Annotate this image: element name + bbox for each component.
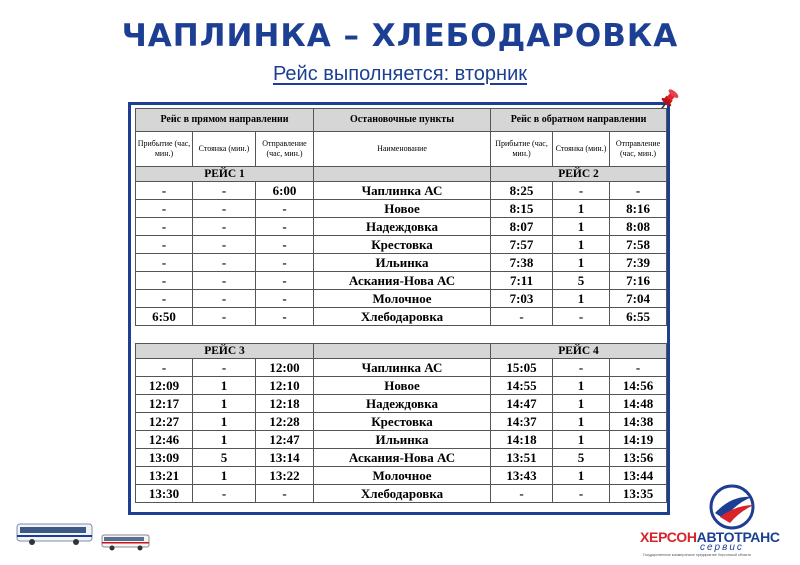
spacer-cell (136, 326, 667, 344)
reverse-departure-cell: 14:19 (610, 431, 667, 449)
trip-header-blank (314, 344, 491, 359)
reverse-departure-cell: 8:08 (610, 218, 667, 236)
forward-arrival-cell: - (136, 290, 193, 308)
forward-direction-header: Рейс в прямом направлении (136, 109, 314, 132)
stay-header: Стоянка (мин.) (553, 132, 610, 167)
reverse-stay-cell: - (553, 359, 610, 377)
stop-name-cell: Чаплинка АС (314, 182, 491, 200)
stop-name-cell: Новое (314, 377, 491, 395)
table-row (136, 254, 667, 272)
reverse-arrival-cell: 7:11 (491, 272, 553, 290)
table-row (136, 218, 667, 236)
reverse-arrival-cell: 13:43 (491, 467, 553, 485)
reverse-departure-cell: 13:35 (610, 485, 667, 503)
bus-icon (16, 522, 94, 546)
stop-name-cell: Аскания-Нова АС (314, 449, 491, 467)
reverse-departure-cell: - (610, 359, 667, 377)
brand-name-blue: АВТОТРАНС (696, 529, 780, 545)
forward-stay-cell: - (193, 182, 256, 200)
reverse-stay-cell: 1 (553, 395, 610, 413)
reverse-departure-cell: 14:48 (610, 395, 667, 413)
forward-arrival-cell: 6:50 (136, 308, 193, 326)
table-row (136, 485, 667, 503)
table-row (136, 182, 667, 200)
forward-arrival-cell: 12:46 (136, 431, 193, 449)
departure-header: Отправление (час, мин.) (610, 132, 667, 167)
reverse-arrival-cell: 14:37 (491, 413, 553, 431)
forward-departure-cell: 12:00 (256, 359, 314, 377)
stop-name-cell: Крестовка (314, 413, 491, 431)
stop-name-cell: Молочное (314, 290, 491, 308)
reverse-arrival-cell: 14:18 (491, 431, 553, 449)
forward-arrival-cell: - (136, 200, 193, 218)
bus-icon (101, 532, 151, 552)
forward-trip-label: РЕЙС 1 (136, 167, 314, 182)
stop-name-cell: Молочное (314, 467, 491, 485)
reverse-arrival-cell: - (491, 308, 553, 326)
forward-arrival-cell: - (136, 218, 193, 236)
forward-departure-cell: 12:28 (256, 413, 314, 431)
reverse-stay-cell: 1 (553, 218, 610, 236)
brand-name-red: ХЕРСОН (640, 529, 697, 545)
table-row (136, 413, 667, 431)
reverse-departure-cell: - (610, 182, 667, 200)
forward-departure-cell: 13:22 (256, 467, 314, 485)
reverse-direction-header: Рейс в обратном направлении (491, 109, 667, 132)
forward-arrival-cell: - (136, 359, 193, 377)
stop-name-cell: Хлебодаровка (314, 485, 491, 503)
reverse-stay-cell: - (553, 308, 610, 326)
reverse-departure-cell: 7:16 (610, 272, 667, 290)
forward-arrival-cell: 12:09 (136, 377, 193, 395)
schedule-days: Рейс выполняется: вторник (272, 63, 528, 85)
forward-stay-cell: 1 (193, 467, 256, 485)
reverse-arrival-cell: 7:38 (491, 254, 553, 272)
forward-stay-cell: 1 (193, 413, 256, 431)
arrival-header: Прибытие (час, мин.) (136, 132, 193, 167)
timetable (135, 108, 667, 503)
name-header: Наименование (314, 132, 491, 167)
forward-stay-cell: - (193, 485, 256, 503)
brand-fine-print: Государственное коммерческое предприятие Херсонской области (643, 553, 751, 557)
reverse-arrival-cell: 13:51 (491, 449, 553, 467)
forward-stay-cell: 1 (193, 431, 256, 449)
forward-stay-cell: - (193, 218, 256, 236)
stop-name-cell: Новое (314, 200, 491, 218)
arrival-header: Прибытие (час, мин.) (491, 132, 553, 167)
reverse-stay-cell: - (553, 485, 610, 503)
trip-header-blank (314, 167, 491, 182)
reverse-departure-cell: 8:16 (610, 200, 667, 218)
reverse-arrival-cell: 15:05 (491, 359, 553, 377)
reverse-trip-label: РЕЙС 4 (491, 344, 667, 359)
page-title: ЧАПЛИНКА – ХЛЕБОДАРОВКА (121, 18, 679, 54)
reverse-departure-cell: 14:56 (610, 377, 667, 395)
table-row (136, 449, 667, 467)
forward-stay-cell: - (193, 290, 256, 308)
reverse-trip-label: РЕЙС 2 (491, 167, 667, 182)
forward-arrival-cell: - (136, 236, 193, 254)
forward-departure-cell: 12:10 (256, 377, 314, 395)
forward-arrival-cell: - (136, 272, 193, 290)
table-row (136, 272, 667, 290)
stop-name-cell: Крестовка (314, 236, 491, 254)
forward-arrival-cell: 13:30 (136, 485, 193, 503)
stop-name-cell: Хлебодаровка (314, 308, 491, 326)
forward-stay-cell: - (193, 236, 256, 254)
spacer-row (136, 326, 667, 344)
trip-header-row (136, 344, 667, 359)
reverse-departure-cell: 13:56 (610, 449, 667, 467)
stop-name-cell: Ильинка (314, 431, 491, 449)
reverse-stay-cell: - (553, 182, 610, 200)
subheader-row (136, 132, 667, 167)
forward-stay-cell: - (193, 200, 256, 218)
forward-departure-cell: - (256, 254, 314, 272)
forward-arrival-cell: 12:17 (136, 395, 193, 413)
reverse-arrival-cell: 14:47 (491, 395, 553, 413)
forward-departure-cell: - (256, 485, 314, 503)
forward-arrival-cell: 12:27 (136, 413, 193, 431)
forward-stay-cell: 1 (193, 395, 256, 413)
reverse-stay-cell: 1 (553, 290, 610, 308)
forward-departure-cell: - (256, 308, 314, 326)
reverse-stay-cell: 1 (553, 431, 610, 449)
reverse-stay-cell: 1 (553, 236, 610, 254)
forward-stay-cell: - (193, 308, 256, 326)
forward-departure-cell: 13:14 (256, 449, 314, 467)
forward-stay-cell: 5 (193, 449, 256, 467)
forward-stay-cell: - (193, 272, 256, 290)
reverse-arrival-cell: - (491, 485, 553, 503)
forward-trip-label: РЕЙС 3 (136, 344, 314, 359)
table-row (136, 467, 667, 485)
table-row (136, 395, 667, 413)
reverse-departure-cell: 6:55 (610, 308, 667, 326)
reverse-stay-cell: 5 (553, 449, 610, 467)
reverse-departure-cell: 14:38 (610, 413, 667, 431)
reverse-departure-cell: 7:04 (610, 290, 667, 308)
forward-stay-cell: - (193, 254, 256, 272)
stop-name-cell: Надеждовка (314, 218, 491, 236)
forward-arrival-cell: - (136, 182, 193, 200)
table-row (136, 290, 667, 308)
forward-departure-cell: - (256, 290, 314, 308)
trip-header-row (136, 167, 667, 182)
stop-name-cell: Чаплинка АС (314, 359, 491, 377)
forward-departure-cell: - (256, 272, 314, 290)
reverse-departure-cell: 13:44 (610, 467, 667, 485)
reverse-stay-cell: 1 (553, 413, 610, 431)
forward-arrival-cell: - (136, 254, 193, 272)
reverse-stay-cell: 1 (553, 467, 610, 485)
table-row (136, 431, 667, 449)
forward-departure-cell: 6:00 (256, 182, 314, 200)
table-row (136, 200, 667, 218)
stop-name-cell: Ильинка (314, 254, 491, 272)
reverse-arrival-cell: 8:07 (491, 218, 553, 236)
forward-departure-cell: 12:47 (256, 431, 314, 449)
forward-departure-cell: - (256, 236, 314, 254)
departure-header: Отправление (час, мин.) (256, 132, 314, 167)
reverse-arrival-cell: 8:25 (491, 182, 553, 200)
forward-departure-cell: - (256, 218, 314, 236)
stop-name-cell: Аскания-Нова АС (314, 272, 491, 290)
reverse-stay-cell: 1 (553, 200, 610, 218)
table-row (136, 359, 667, 377)
reverse-stay-cell: 5 (553, 272, 610, 290)
forward-departure-cell: 12:18 (256, 395, 314, 413)
reverse-arrival-cell: 7:03 (491, 290, 553, 308)
reverse-arrival-cell: 7:57 (491, 236, 553, 254)
forward-arrival-cell: 13:21 (136, 467, 193, 485)
reverse-stay-cell: 1 (553, 377, 610, 395)
reverse-departure-cell: 7:58 (610, 236, 667, 254)
brand-subtitle: сервис (700, 542, 744, 553)
table-row (136, 308, 667, 326)
reverse-stay-cell: 1 (553, 254, 610, 272)
stay-header: Стоянка (мин.) (193, 132, 256, 167)
company-logo-icon (706, 483, 758, 531)
table-row (136, 236, 667, 254)
reverse-departure-cell: 7:39 (610, 254, 667, 272)
table-row (136, 377, 667, 395)
forward-arrival-cell: 13:09 (136, 449, 193, 467)
header-row (136, 109, 667, 132)
reverse-arrival-cell: 14:55 (491, 377, 553, 395)
forward-departure-cell: - (256, 200, 314, 218)
forward-stay-cell: - (193, 359, 256, 377)
stop-name-cell: Надеждовка (314, 395, 491, 413)
stops-header: Остановочные пункты (314, 109, 491, 132)
forward-stay-cell: 1 (193, 377, 256, 395)
reverse-arrival-cell: 8:15 (491, 200, 553, 218)
